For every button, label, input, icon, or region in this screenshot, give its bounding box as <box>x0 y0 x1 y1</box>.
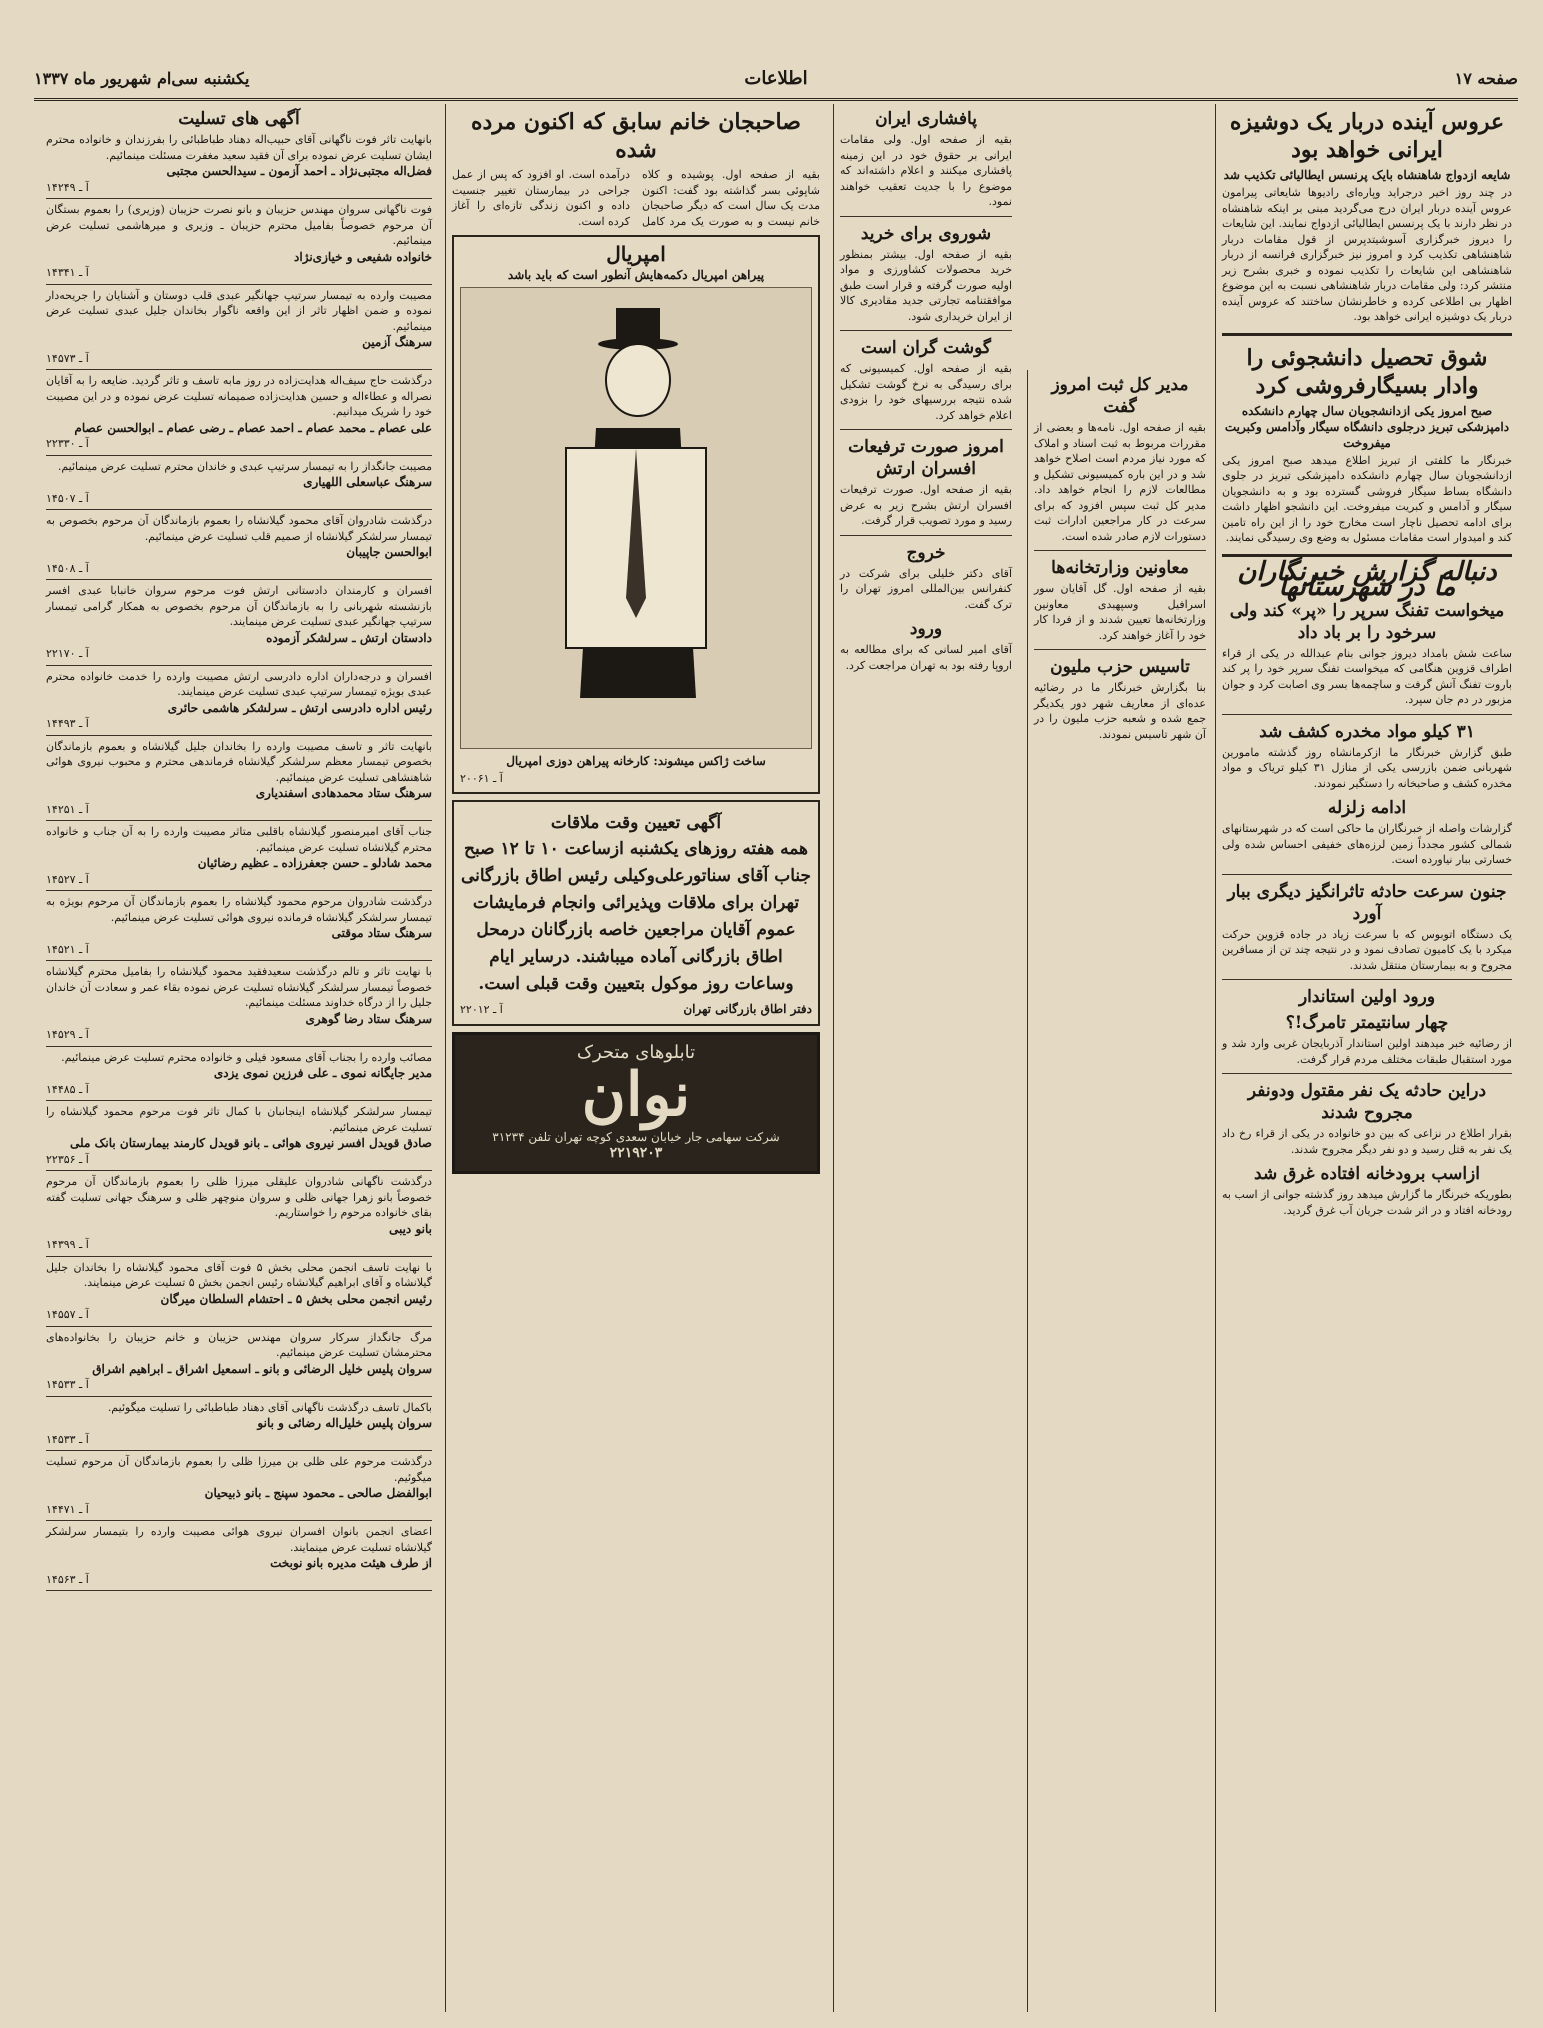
ad-imperial-subtitle: پیراهن امپریال دکمه‌هایش آنطور است که باید باشد <box>507 267 765 282</box>
article-soviet: بقیه از صفحه اول. بیشتر بمنظور خرید محصولات کشاورزی و مواد اولیه صورت گرفته و قرار است طبق موافقتنامه تجارتی جدید مقادیری کالا از ایران خریداری شود. <box>840 247 1012 323</box>
article-deputies: بقیه از صفحه اول. گل آقایان سور اسرافیل وسپهبدی معاونین وزارتخانه‌ها تعیین شدند و از فردا کار خود را آغاز خواهند کرد. <box>1034 582 1206 642</box>
headline-drowned: ازاسب برودخانه افتاده غرق شد <box>1254 1164 1480 1184</box>
condolence-code: آ ـ ۱۴۵۲۱ <box>46 942 89 956</box>
condolence-signature: مدیر جایگانه نموی ـ علی فرزین نموی یزدی <box>213 1066 432 1080</box>
ad-neon-footer: شرکت سهامی جار خیابان سعدی کوچه تهران تلفن ۳۱۲۳۴ <box>492 1130 780 1144</box>
condolence-signature: فضل‌اله مجتبی‌نژاد ـ احمد آزمون ـ سیدالحسن مجتبی <box>166 164 432 178</box>
newspaper-page <box>34 40 1518 2012</box>
article-registry: بقیه از صفحه اول. نامه‌ها و بعضی از مقررات مربوط به ثبت اسناد و املاک که مورد نیاز مردم است اصلاح خواهد شد و در این باره کمیسیونی تشکیل و مطالعات لازم را انجام خواهد داد. مدیر کل ثبت سپس افزود که برای سرعت در کار مراجعین ادارات ثبت دستورات لازم صادر شده است. <box>1034 421 1206 543</box>
article-earthquake: گزارشات واصله از خبرنگاران ما حاکی است که در شهرستانهای شمالی کشور مجدداً زمین لرزه‌های خفیفی احساس شده ولی خسارتی ببار نیاورده است. <box>1222 822 1512 866</box>
condolence-text: باکمال تاسف درگذشت ناگهانی آقای دهناد طباطبائی را تسلیت میگوئیم. <box>107 1400 432 1414</box>
condolence-code: آ ـ ۱۴۳۹۹ <box>46 1238 89 1251</box>
condolence-code: آ ـ ۱۴۵۶۳ <box>46 1572 89 1586</box>
condolence-code: آ ـ ۲۲۳۳۰ <box>46 437 89 450</box>
condolence-list <box>46 132 432 1591</box>
ad-imperial-code: آ ـ ۲۰۰۶۱ <box>460 771 503 785</box>
condolence-code: آ ـ ۱۴۵۳۳ <box>46 1378 89 1391</box>
condolence-entry <box>46 373 432 456</box>
condolence-signature: دادستان ارتش ـ سرلشکر آزموده <box>266 630 432 645</box>
newspaper-name: اطلاعات <box>744 67 808 89</box>
condolence-signature: سرهنگ آزمین <box>362 335 432 349</box>
headline-four-cm: چهار سانتیمتر تامرگ!؟ <box>1285 1013 1449 1033</box>
headline-speed: جنون سرعت حادثه تاثرانگیز دیگری ببار آورد <box>1227 881 1507 924</box>
notice-title: آگهی تعیین وقت ملاقات <box>550 813 722 833</box>
condolence-text: فوت ناگهانی سروان مهندس حزیبان و بانو نصرت حزیبان (وزیری) را بعموم بستگان آن مرحوم خصوصاً بفامیل محترم حزیبان ـ وزیری و میرهاشمی تسلیت عرض مینمائیم. <box>46 203 432 247</box>
condolence-text: درگذشت ناگهانی شادروان علیقلی میرزا ظلی را بعموم بازماندگان آن مرحوم خصوصاً بانو زهرا جهانی ظلی و سروان منوچهر ظلی و سرهنگ جهانی تسلیت گفته بقای خانواده مرحوم را خواستاریم. <box>46 1175 432 1219</box>
ad-imperial <box>452 235 820 794</box>
headline-student-cigarettes: شوق تحصیل دانشجوئی را وادار بسیگارفروشی کرد <box>1246 344 1488 399</box>
column-condolences <box>40 104 438 2012</box>
condolence-entry <box>46 1174 432 1257</box>
headline-drugs: ۳۱ کیلو مواد مخدره کشف شد <box>1259 721 1475 742</box>
condolence-entry <box>46 583 432 666</box>
condolence-signature: سروان پلیس خلیل الرضائی و بانو ـ اسمعیل اشراق ـ ابراهیم اشراق <box>92 1361 432 1376</box>
headline-royal-bride: عروس آینده دربار یک دوشیزه ایرانی خواهد بود <box>1229 109 1505 163</box>
condolence-signature: ابوالفضل صالحی ـ محمود سپنج ـ بانو ذبیحیان <box>204 1486 432 1500</box>
condolence-code: آ ـ ۱۴۵۵۷ <box>46 1308 89 1321</box>
ad-neon-code: ۲۲۱۹۲۰۳ <box>609 1144 663 1161</box>
condolence-signature: سرهنگ عباسعلی اللهیاری <box>303 475 432 489</box>
condolence-signature: رئیس اداره دادرسی ارتش ـ سرلشکر هاشمی حائری <box>167 700 432 715</box>
subhead-royal-bride: شایعه ازدواج شاهنشاه بایک پرنسس ایطالیائی تکذیب شد <box>1223 168 1511 182</box>
ad-neon-small: تابلوهای متحرک <box>576 1041 696 1063</box>
article-iran-insist: بقیه از صفحه اول. ولی مقامات ایرانی بر حقوق خود در این زمینه پافشاری میکنند و اعلام داشته‌اند که موضوع را با جدیت تعقیب خواهند نمود. <box>840 133 1012 208</box>
notice-code: آ ـ ۲۲۰۱۲ <box>460 1003 503 1016</box>
condolence-text: افسران و کارمندان دادستانی ارتش فوت مرحوم سروان خانبابا عبدی افسر بازنشسته شهربانی را به بازماندگان آن مرحوم بخصوص به همکار گرامی تیمسار سرتیپ جهانگیر عبدی تسلیت عرض مینمایند. <box>46 584 432 628</box>
headline-gun: میخواست تفنگ سرپر را «پر» کند ولی سرخود را بر باد داد <box>1229 600 1505 643</box>
condolence-text: افسران و درجه‌داران اداره دادرسی ارتش مصیبت وارده را خدمت خانواده محترم عبدی بویژه تیمسار سرتیپ عبدی تسلیت عرض مینمایند. <box>46 669 432 698</box>
man-with-shirt-illustration <box>536 298 736 738</box>
condolence-code: آ ـ ۱۴۵۷۳ <box>46 351 89 365</box>
ad-neon <box>452 1032 820 1175</box>
condolence-text: با نهایت تاسف انجمن محلی بخش ۵ فوت آقای محمود گیلانشاه را بخاندان جلیل گیلانشاه و آقای ابراهیم گیلانشاه رئیس انجمن بخش ۵ تسلیت عرض مینمایند. <box>46 1260 432 1289</box>
article-departure: آقای دکتر خلیلی برای شرکت در کنفرانس بین‌المللی امروز تهران را ترک گفت. <box>840 566 1012 611</box>
condolence-text: جناب آقای امیرمنصور گیلانشاه باقلبی متاثر مصیبت وارده را به آن جناب و خانواده محترم گیلانشاه تسلیت عرض مینمائیم. <box>46 825 432 854</box>
condolence-text: اعضای انجمن بانوان افسران نیروی هوائی مصیبت وارده را بتیمسار سرلشکر گیلانشاه تسلیت عرض مینمایند. <box>46 1525 432 1554</box>
headline-arrival: ورود <box>909 619 943 639</box>
subhead-student-cigarettes: صبح امروز یکی ازدانشجویان سال چهارم دانشکده دامپزشکی تبریز درجلوی دانشگاه سیگار وآدامس وکبریت میفروخت <box>1224 403 1510 450</box>
condolence-entry <box>46 1260 432 1327</box>
condolence-code: آ ـ ۱۴۵۰۸ <box>46 561 89 575</box>
section-banner: دنباله گزارش خبرنگاران ما در شهرستانها <box>1237 556 1497 602</box>
headline-registry: مدیر کل ثبت امروز گفت <box>1051 375 1189 417</box>
condolence-code: آ ـ ۱۴۴۹۳ <box>46 717 89 730</box>
condolence-code: آ ـ ۱۴۳۴۱ <box>46 266 89 279</box>
headline-gender-change: صاحبجان خانم سابق که اکنون مرده شده <box>471 109 801 163</box>
condolence-text: درگذشت مرحوم علی ظلی بن میرزا ظلی را بعموم بازماندگان آن مرحوم تسلیت میگوئیم. <box>46 1455 432 1484</box>
condolence-code: آ ـ ۲۲۳۵۶ <box>46 1152 89 1166</box>
condolence-entry <box>46 459 432 511</box>
article-killed: بقرار اطلاع در نزاعی که بین دو خانواده در یکی از قراء رخ داد یک نفر به قتل رسید و دو نفر دیگر مجروح شدند. <box>1222 1127 1512 1156</box>
condolence-signature: صادق قویدل افسر نیروی هوائی ـ بانو قویدل کارمند بیمارستان بانک ملی <box>70 1136 432 1150</box>
article-gender-change: بقیه از صفحه اول. پوشیده و کلاه شاپوئی بسر گذاشته بود گفت: اکنون مدت یک سال است که دیگر صاحبجان خانم نیست و به صورت یک مرد کامل درآمده است. او افزود که پس از عمل جراحی در بیمارستان تغییر جنسیت داده و اکنون زندگی تازه‌ای را آغاز کرده است. <box>452 168 820 228</box>
article-drowned: بطوریکه خبرنگار ما گزارش میدهد روز گذشته جوانی از اسب به رودخانه افتاد و در اثر شدت جریان آب غرق گردید. <box>1222 1188 1512 1217</box>
condolence-text: درگذشت شادروان آقای محمود گیلانشاه را بعموم بازماندگان آن مرحوم بخصوص به تیمسار سرلشکر گیلانشاه از صمیم قلب تسلیت عرض مینمائیم. <box>46 514 432 543</box>
condolence-entry <box>46 739 432 822</box>
condolence-entry <box>46 1050 432 1102</box>
condolence-signature: سروان پلیس خلیل‌اله رضائی و بانو <box>257 1416 432 1430</box>
ad-imperial-title: امپریال <box>606 242 666 266</box>
article-arrival: آقای امیر لسانی که برای مطالعه به اروپا رفته بود به تهران مراجعت کرد. <box>840 643 1012 672</box>
article-speed: یک دستگاه اتوبوس که با سرعت زیاد در جاده قزوین حرکت میکرد با یک کامیون تصادف نمود و در نتیجه چند تن از مسافرین مجروح و به بیمارستان منتقل شدند. <box>1222 927 1512 972</box>
condolence-text: درگذشت حاج سیف‌اله هدایت‌زاده در روز مابه تاسف و تاثر گردید. ضایعه را به آقایان نصراله و عطاءاله و حسین هدایت‌زاده صمیمانه تسلیت عرض نموده و در این مصیبت خود را شریک میدانیم. <box>46 374 432 418</box>
condolence-entry <box>46 202 432 285</box>
article-drugs: طبق گزارش خبرنگار ما ازکرمانشاه روز گذشته مامورین شهربانی ضمن بازرسی یکی از منازل ۳۱ کیلو تریاک و مواد مخدره کشف و صاحبخانه را دستگیر نمودند. <box>1222 745 1512 790</box>
condolence-signature: ابوالحسن جاپیبان <box>346 545 432 559</box>
notice-chamber <box>452 800 820 1026</box>
condolence-entry <box>46 1330 432 1397</box>
article-student-cigarettes: خبرنگار ما کلفتی از تبریز اطلاع میدهد صبح امروز یکی ازدانشجویان سال چهارم دانشکده دامپزشکی تبریز در جلوی دانشگاه بساط سیگار فروشی گسترده بود و به دانشجویان سیگار و آدامس و کبریت میفروخت. این دانشجو اظهار داشت برای ادامه تحصیل ناچار است مخارج خود را از این راه تامین کند و امیدوار است مقامات مسئول به وضع وی رسیدگی نمایند. <box>1222 453 1512 544</box>
condolence-text: درگذشت شادروان مرحوم محمود گیلانشاه را بعموم بازماندگان آن مرحوم بویژه به تیمسار سرلشکر گیلانشاه فرمانده نیروی هوائی تسلیت عرض مینمائیم. <box>46 895 432 924</box>
condolence-entry <box>46 288 432 371</box>
condolence-signature: رئیس انجمن محلی بخش ۵ ـ احتشام السلطان میرگان <box>160 1291 432 1306</box>
article-promotions: بقیه از صفحه اول. صورت ترفیعات افسران ارتش بشرح زیر به عرض رسید و مورد تصویب قرار گرفت. <box>840 483 1012 527</box>
condolence-text: بانهایت تاثر فوت ناگهانی آقای حبیب‌اله دهناد طباطبائی را بفرزندان و خانواده محترم ایشان تسلیت عرض نموده برای آن فقید سعید مغفرت مسئلت مینمائیم. <box>46 133 432 162</box>
headline-departure: خروج <box>906 542 946 563</box>
masthead <box>34 58 1518 101</box>
headline-meat: گوشت گران است <box>861 338 991 358</box>
column-feature <box>445 104 826 2012</box>
headline-deputies: معاونین وزارتخانه‌ها <box>1051 558 1189 578</box>
condolence-text: با نهایت تاثر و تالم درگذشت سعیدفقید محمود گیلانشاه را بفامیل محترم گیلانشاه خصوصاً تیمسار سرلشکر گیلانشاه تسلیت عرض نموده بقاء عمر و سعادت آن خاندان جلیل را از درگاه خداوند مسئلت مینمائیم. <box>46 965 432 1009</box>
condolence-signature: علی عصام ـ محمد عصام ـ احمد عصام ـ رضی عصام ـ ابوالحسن عصام <box>74 420 432 435</box>
notice-body: همه هفته روزهای یکشنبه ازساعت ۱۰ تا ۱۲ صبح جناب آقای سناتورعلی‌وکیلی رئیس اطاق بازرگانی تهران برای ملاقات وپذیرائی وانجام فرمایشات عموم آقایان مراجعین خاصه بازرگانان درمحل اطاق بازرگانی آماده میباشند. درسایر ایام وساعات روز موکول بتعیین وقت قبلی است. <box>460 839 812 994</box>
condolence-text: بانهایت تاثر و تاسف مصیبت وارده را بخاندان جلیل گیلانشاه و بعموم بازماندگان بخصوص تیمسار معظم سرلشکر گیلانشاه فرماندهی محترم و محبوب نیروی هوائی شاهنشاهی تسلیت عرض مینمائیم. <box>46 739 432 784</box>
condolence-entry <box>46 1400 432 1452</box>
page-number: صفحه ۱۷ <box>1454 68 1518 88</box>
condolence-text: تیمسار سرلشکر گیلانشاه اینجانبان با کمال تاثر فوت مرحوم محمود گیلانشاه را تسلیت عرض مینمائیم. <box>46 1105 432 1134</box>
article-governor: از رضائیه خبر میدهند اولین استاندار آذربایجان غربی وارد شد و مورد استقبال طبقات مختلف مردم قرار گرفت. <box>1222 1037 1512 1066</box>
column-registry <box>1027 370 1212 2012</box>
condolence-signature: محمد شادلو ـ حسن جعفرزاده ـ عظیم رضائیان <box>197 856 432 870</box>
condolence-signature: بانو دیبی <box>388 1221 432 1236</box>
headline-earthquake: ادامه زلزله <box>1327 798 1407 818</box>
condolence-text: مصائب وارده را بجناب آقای مسعود فیلی و خانواده محترم تسلیت عرض مینمائیم. <box>61 1050 432 1064</box>
condolence-code: آ ـ ۱۴۲۴۹ <box>46 180 89 194</box>
column-main-news <box>1215 104 1518 2012</box>
condolence-entry <box>46 1524 432 1591</box>
headline-soviet: شوروی برای خرید <box>860 223 992 244</box>
condolence-code: آ ـ ۱۴۵۲۹ <box>46 1028 89 1041</box>
issue-date: یکشنبه سی‌ام شهریور ماه ۱۳۳۷ <box>34 68 250 88</box>
headline-promotions: امروز صورت ترفیعات افسران ارتش <box>848 437 1004 479</box>
condolence-signature: خانواده شفیعی و خیازی‌نژاد <box>294 249 432 264</box>
headline-killed: دراین حادثه یک نفر مقتول ودونفر مجروح شدند <box>1247 1081 1487 1123</box>
condolence-code: آ ـ ۲۲۱۷۰ <box>46 647 89 660</box>
headline-iran-insist: پافشاری ایران <box>875 109 977 129</box>
condolence-entry <box>46 513 432 580</box>
article-royal-bride: در چند روز اخیر درجراید وپاره‌ای رادیوها شایعاتی پیرامون عروس آینده دربار ایران درج می‌گردید مبنی بر اینکه شاهنشاه در نظر دارند با یک پرنسس ایطالیائی ازدواج نمایند. این شایعات را دیروز خبرگزاری آسوشیتدپرس از قول مقامات دربار شاهنشاهی تکذیب کرد و امروز نیز خبرگزاری فرانسه از دربار شاهنشاهی این شایعات را تکذیب نموده و خبری بشرح زیر منتشر کرد: ولی مقامات دربار شاهنشاهی نسبت به این موضوع اظهار بی اطلاعی کرده و خاطرنشان ساختند که عروس آینده دربار یک دوشیزه ایرانی خواهد بود. <box>1222 186 1512 323</box>
condolence-entry <box>46 132 432 199</box>
headline-party: تاسیس حزب ملیون <box>1050 657 1190 677</box>
condolence-code: آ ـ ۱۴۵۰۷ <box>46 491 89 505</box>
condolence-entry <box>46 1454 432 1521</box>
condolence-code: آ ـ ۱۴۵۳۳ <box>46 1432 89 1446</box>
condolence-signature: سرهنگ ستاد موقتی <box>331 926 432 940</box>
ad-neon-logo: نوان <box>581 1060 691 1130</box>
condolence-entry <box>46 669 432 736</box>
condolence-text: مصیبت جانگداز را به تیمسار سرتیپ عبدی و خاندان محترم تسلیت عرض مینمائیم. <box>57 459 432 473</box>
condolence-code: آ ـ ۱۴۴۸۵ <box>46 1082 89 1096</box>
condolence-code: آ ـ ۱۴۲۵۱ <box>46 802 89 816</box>
condolence-text: مرگ جانگداز سرکار سروان مهندس حزیبان و خانم حزیبان را بخانواده‌های محترمشان تسلیت عرض مینمائیم. <box>46 1330 432 1359</box>
condolence-signature: از طرف هیئت مدیره بانو نوبخت <box>270 1556 432 1570</box>
condolence-code: آ ـ ۱۴۵۲۷ <box>46 872 89 886</box>
notice-signature: دفتر اطاق بازرگانی تهران <box>683 1002 812 1016</box>
article-gun: ساعت شش بامداد دیروز جوانی بنام عبدالله در یکی از قراء اطراف قزوین هنگامی که میخواست تفنگ سرپر خود را پر کند باروت تفنگ آتش گرفت و ساچمه‌ها بسر وی اصابت کرد و جوان مزبور در دم جان سپرد. <box>1222 646 1512 706</box>
ad-imperial-illustration <box>460 287 812 749</box>
article-party: بنا بگزارش خبرنگار ما در رضائیه عده‌ای از معاریف شهر دور یکدیگر جمع شده و شعبه حزب ملیون را در آن شهر تاسیس نمودند. <box>1034 681 1206 741</box>
condolence-text: مصیبت وارده به تیمسار سرتیپ جهانگیر عبدی قلب دوستان و آشنایان را جریحه‌دار نموده و ضمن اظهار تاثر از این واقعه ناگوار بخاندان جلیل عبدی تسلیت عرض مینمائیم. <box>46 288 432 333</box>
column-politics <box>833 104 1018 2012</box>
condolence-entry <box>46 894 432 961</box>
condolence-entry <box>46 964 432 1047</box>
ad-imperial-slogan: ساخت ژاکس میشوند: کارخانه پیراهن دوزی امپریال <box>506 753 766 768</box>
condolence-entry <box>46 1104 432 1171</box>
condolence-signature: سرهنگ ستاد رضا گوهری <box>305 1011 432 1026</box>
headline-governor: ورود اولین استاندار <box>1298 987 1436 1007</box>
condolence-entry <box>46 824 432 891</box>
condolence-signature: سرهنگ ستاد محمدهادی اسفندیاری <box>255 786 432 800</box>
condolence-title: آگهی های تسلیت <box>178 109 300 129</box>
condolence-code: آ ـ ۱۴۴۷۱ <box>46 1502 89 1516</box>
article-meat: بقیه از صفحه اول. کمیسیونی که برای رسیدگی به نرخ گوشت تشکیل شده نتیجه بررسیهای خود را بزودی اعلام خواهد کرد. <box>840 362 1012 422</box>
